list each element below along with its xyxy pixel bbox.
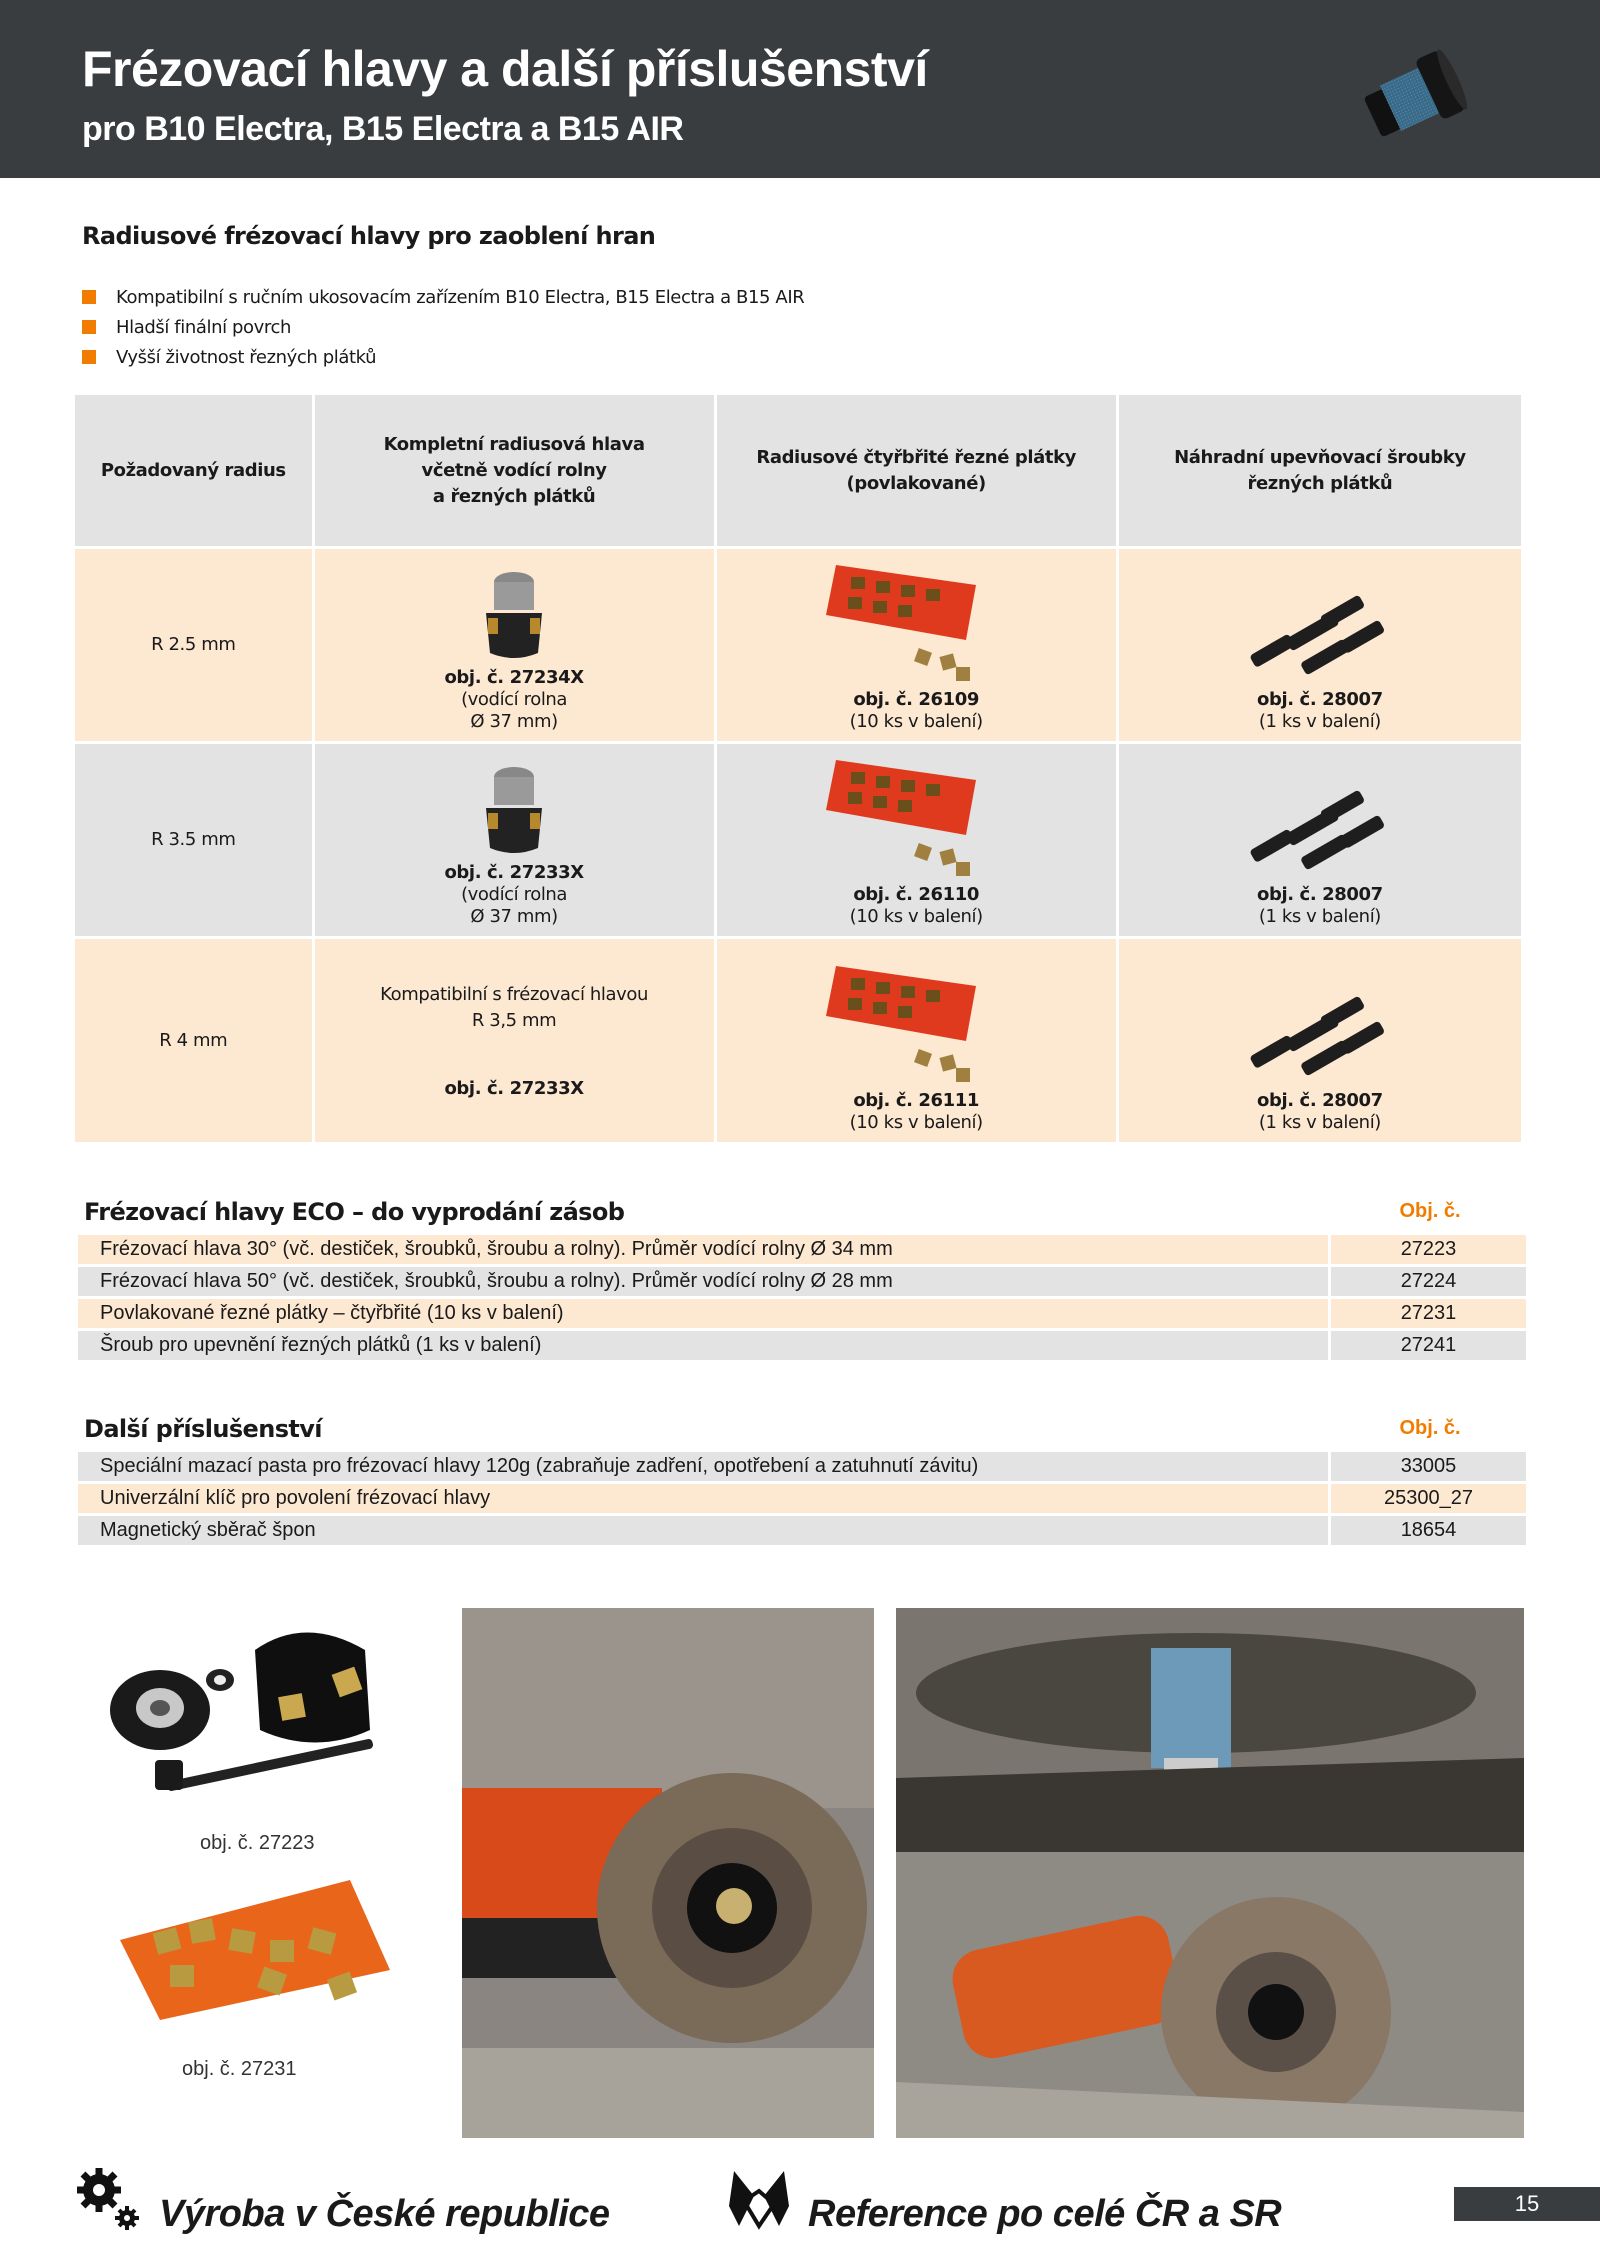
screws-cell <box>1117 548 1522 743</box>
caption-27231: obj. č. 27231 <box>182 2058 297 2080</box>
milling-head-product-icon <box>1340 48 1480 148</box>
order-note: (1 ks v balení) <box>1258 1112 1381 1133</box>
item-code: 27224 <box>1400 1270 1457 1292</box>
footer-right-text: Reference po celé ČR a SR <box>808 2193 1282 2235</box>
head-cell <box>313 938 715 1144</box>
page-title: Frézovací hlavy a další příslušenství <box>82 41 928 97</box>
order-note: Ø 37 mm) <box>470 711 558 732</box>
order-note: (1 ks v balení) <box>1258 711 1381 732</box>
handshake-icon <box>724 2166 794 2236</box>
accessories-order-column-label: Obj. č. <box>1399 1417 1461 1439</box>
table-row <box>74 548 1523 743</box>
bullet-text: Kompatibilní s ručním ukosovacím zařízením B10 Electra, B15 Electra a B15 AIR <box>116 286 805 308</box>
order-number: obj. č. 26111 <box>853 1090 980 1111</box>
eco-list <box>78 1235 1526 1363</box>
order-number: obj. č. 27233X <box>444 862 584 883</box>
inserts-cell <box>715 743 1117 938</box>
item-code: 25300_27 <box>1384 1487 1473 1509</box>
list-item <box>78 1299 1526 1331</box>
radius-value: R 4 mm <box>74 938 314 1144</box>
bullet-square-icon <box>82 350 96 364</box>
page-header <box>0 0 1600 178</box>
list-item <box>78 1484 1526 1516</box>
grinder-in-use-photo <box>896 1852 1524 2138</box>
beveling-machine-photo <box>462 1608 874 2138</box>
compat-note: Kompatibilní s frézovací hlavou <box>380 983 649 1005</box>
order-number: obj. č. 28007 <box>1257 1090 1383 1111</box>
order-note: (1 ks v balení) <box>1258 906 1381 927</box>
radius-head-image <box>474 763 554 858</box>
inserts-cell <box>715 548 1117 743</box>
order-note: (10 ks v balení) <box>849 711 983 732</box>
item-description: Magnetický sběrač špon <box>78 1516 1331 1545</box>
inserts-box-image <box>826 956 1006 1086</box>
gears-icon <box>75 2166 145 2236</box>
feature-bullets <box>82 282 804 372</box>
screws-image <box>1240 986 1400 1086</box>
order-number: obj. č. 27233X <box>444 1077 584 1099</box>
footer-made-in-cz <box>75 2166 610 2236</box>
item-code: 27241 <box>1400 1334 1457 1356</box>
item-description: Speciální mazací pasta pro frézovací hlavy 120g (zabraňuje zadření, opotřebení a zatuhnutí závitu) <box>78 1452 1331 1481</box>
radius-head-image <box>474 568 554 663</box>
caption-27223: obj. č. 27223 <box>200 1832 315 1854</box>
radius-section-title: Radiusové frézovací hlavy pro zaoblení hran <box>82 222 656 250</box>
page-subtitle: pro B10 Electra, B15 Electra a B15 AIR <box>82 110 684 148</box>
order-note: (10 ks v balení) <box>849 1112 983 1133</box>
order-number: obj. č. 28007 <box>1257 884 1383 905</box>
bullet-item <box>82 342 804 372</box>
inserts-box-image <box>826 750 1006 880</box>
item-code: 18654 <box>1400 1519 1457 1541</box>
item-description: Povlakované řezné plátky – čtyřbřité (10 ks v balení) <box>78 1299 1331 1328</box>
order-number: obj. č. 26109 <box>853 689 980 710</box>
order-number: obj. č. 26110 <box>853 884 980 905</box>
screws-cell <box>1117 938 1522 1144</box>
page-number: 15 <box>1454 2187 1600 2221</box>
accessories-list <box>78 1452 1526 1548</box>
table-row <box>74 743 1523 938</box>
radius-value: R 2.5 mm <box>74 548 314 743</box>
eco-section-title: Frézovací hlavy ECO – do vyprodání zásob <box>84 1198 625 1226</box>
list-item <box>78 1452 1526 1484</box>
item-description: Univerzální klíč pro povolení frézovací hlavy <box>78 1484 1331 1513</box>
bullet-item <box>82 282 804 312</box>
eco-order-column-label: Obj. č. <box>1399 1200 1461 1222</box>
screws-image <box>1240 780 1400 880</box>
item-code: 33005 <box>1400 1455 1457 1477</box>
milling-closeup-photo <box>896 1608 1524 1852</box>
head-cell <box>313 548 715 743</box>
item-code: 27223 <box>1400 1238 1457 1260</box>
inserts-27231-image <box>110 1880 390 2020</box>
footer-references <box>724 2166 1281 2236</box>
order-number: obj. č. 28007 <box>1257 689 1383 710</box>
list-item <box>78 1331 1526 1363</box>
inserts-cell <box>715 938 1117 1144</box>
order-note: (10 ks v balení) <box>849 906 983 927</box>
header-complete-head: Kompletní radiusová hlava včetně vodící rolny a řezných plátků <box>313 394 715 548</box>
item-description: Šroub pro upevnění řezných plátků (1 ks v balení) <box>78 1331 1331 1360</box>
order-note: (vodící rolna <box>461 689 568 710</box>
head-cell <box>313 743 715 938</box>
header-inserts: Radiusové čtyřbřité řezné plátky (povlakované) <box>715 394 1117 548</box>
bullet-text: Hladší finální povrch <box>116 316 292 338</box>
order-note: Ø 37 mm) <box>470 906 558 927</box>
bullet-item <box>82 312 804 342</box>
list-item <box>78 1235 1526 1267</box>
bullet-text: Vyšší životnost řezných plátků <box>116 346 377 368</box>
item-description: Frézovací hlava 30° (vč. destiček, šroubků, šroubu a rolny). Průměr vodící rolny Ø 34 mm <box>78 1235 1331 1264</box>
item-description: Frézovací hlava 50° (vč. destiček, šroubků, šroubu a rolny). Průměr vodící rolny Ø 28 mm <box>78 1267 1331 1296</box>
list-item <box>78 1267 1526 1299</box>
table-row <box>74 938 1523 1144</box>
milling-head-27223-image <box>105 1620 405 1810</box>
header-required-radius: Požadovaný radius <box>74 394 314 548</box>
radius-value: R 3.5 mm <box>74 743 314 938</box>
inserts-box-image <box>826 555 1006 685</box>
bullet-square-icon <box>82 290 96 304</box>
list-item <box>78 1516 1526 1548</box>
order-note: (vodící rolna <box>461 884 568 905</box>
header-screws: Náhradní upevňovací šroubky řezných plátků <box>1117 394 1522 548</box>
item-code: 27231 <box>1400 1302 1457 1324</box>
compat-note: R 3,5 mm <box>471 1009 557 1031</box>
bullet-square-icon <box>82 320 96 334</box>
radius-heads-table <box>72 392 1524 1145</box>
screws-cell <box>1117 743 1522 938</box>
footer-left-text: Výroba v České republice <box>159 2193 610 2235</box>
order-number: obj. č. 27234X <box>444 667 584 688</box>
accessories-section-title: Další příslušenství <box>84 1415 322 1443</box>
screws-image <box>1240 585 1400 685</box>
